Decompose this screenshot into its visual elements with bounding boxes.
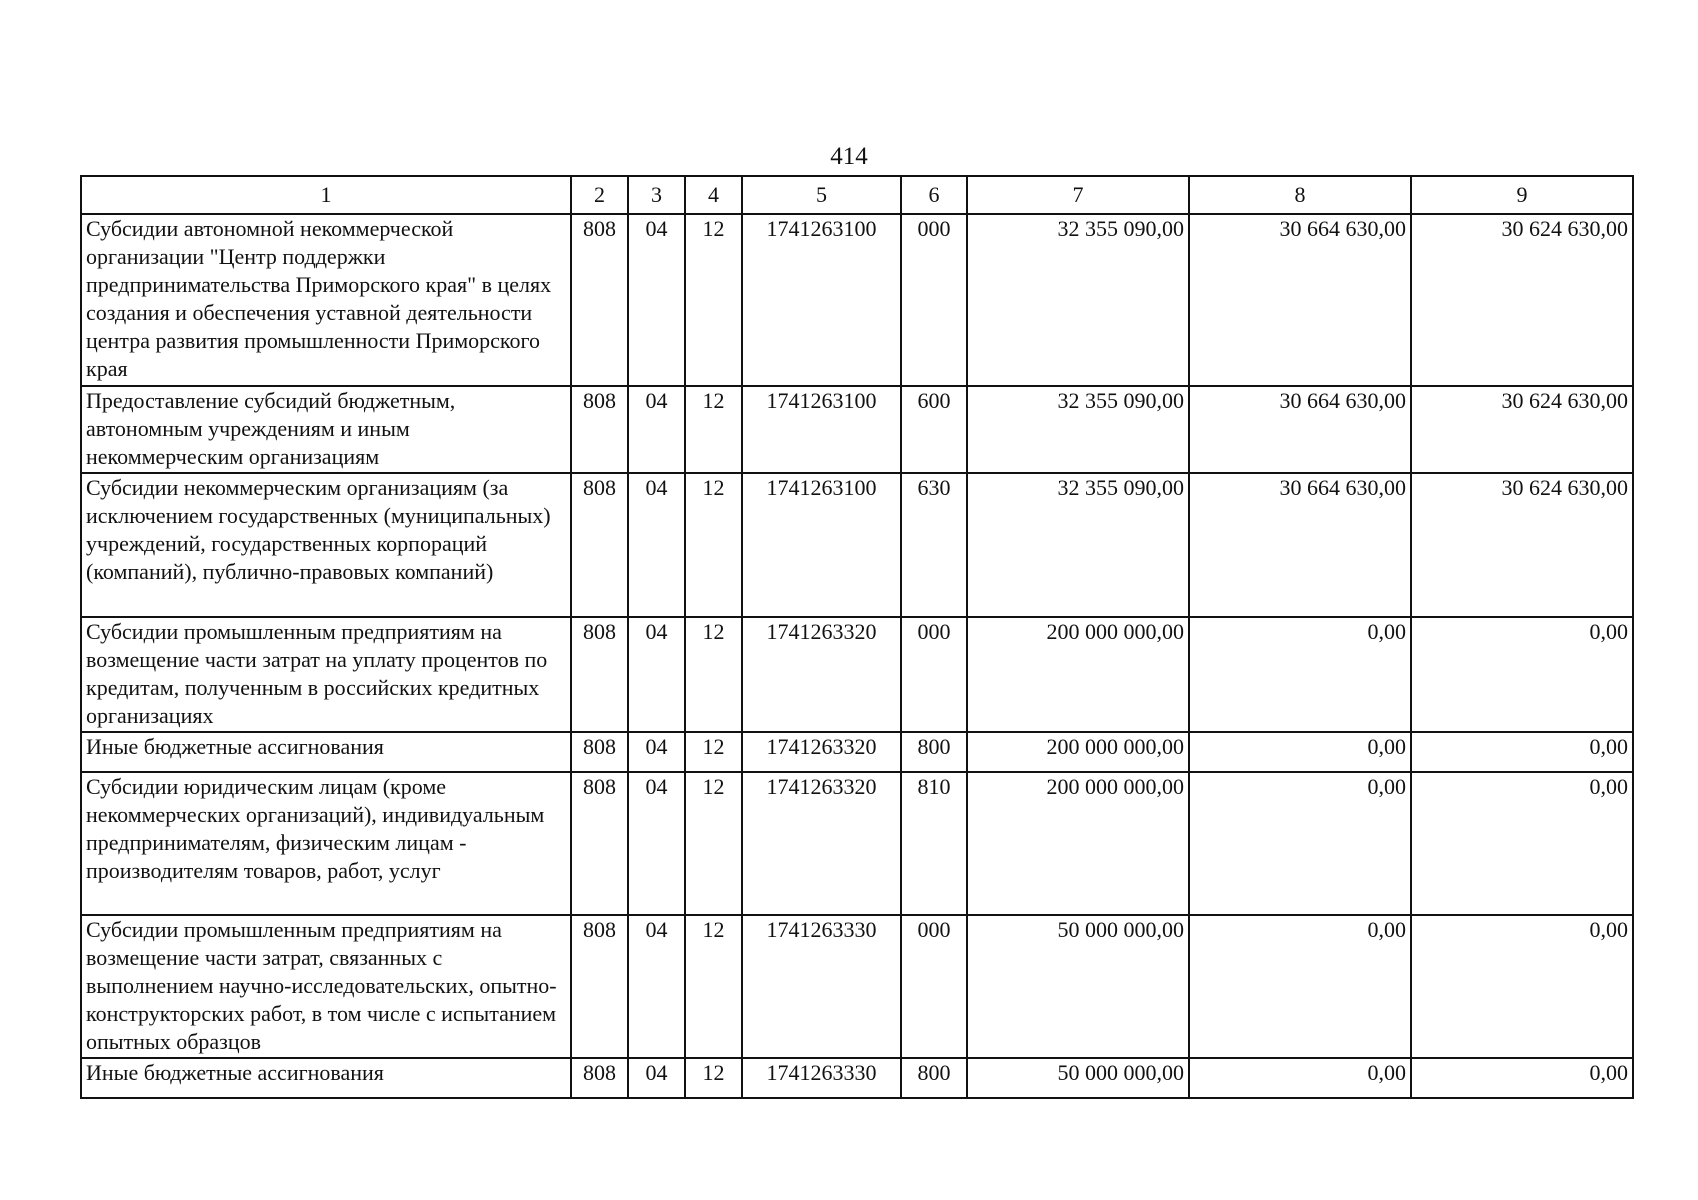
table-row	[81, 772, 1633, 915]
row-amount-9: 0,00	[1411, 732, 1633, 772]
table-row	[81, 1058, 1633, 1098]
row-code-2: 808	[571, 915, 628, 1058]
header-col-3: 3	[628, 176, 685, 214]
row-code-6: 630	[901, 473, 967, 617]
row-code-4: 12	[685, 386, 742, 473]
row-code-5: 1741263100	[742, 473, 901, 617]
row-code-5: 1741263320	[742, 732, 901, 772]
row-code-2: 808	[571, 772, 628, 915]
row-amount-9: 0,00	[1411, 1058, 1633, 1098]
header-col-6: 6	[901, 176, 967, 214]
table-row	[81, 915, 1633, 1058]
table-row	[81, 386, 1633, 473]
page-number: 414	[830, 143, 868, 170]
row-code-4: 12	[685, 915, 742, 1058]
row-amount-8: 30 664 630,00	[1189, 214, 1411, 386]
budget-table	[80, 175, 1634, 1099]
row-code-5: 1741263330	[742, 915, 901, 1058]
row-amount-8: 0,00	[1189, 915, 1411, 1058]
row-amount-7: 32 355 090,00	[967, 386, 1189, 473]
header-col-9: 9	[1411, 176, 1633, 214]
row-amount-7: 50 000 000,00	[967, 915, 1189, 1058]
row-code-5: 1741263330	[742, 1058, 901, 1098]
row-code-6: 810	[901, 772, 967, 915]
row-amount-8: 0,00	[1189, 617, 1411, 732]
row-code-5: 1741263320	[742, 617, 901, 732]
row-code-6: 800	[901, 1058, 967, 1098]
header-col-4: 4	[685, 176, 742, 214]
row-amount-7: 200 000 000,00	[967, 732, 1189, 772]
header-col-5: 5	[742, 176, 901, 214]
row-code-3: 04	[628, 386, 685, 473]
row-code-6: 000	[901, 915, 967, 1058]
row-code-2: 808	[571, 1058, 628, 1098]
row-code-4: 12	[685, 617, 742, 732]
row-code-6: 000	[901, 214, 967, 386]
row-code-4: 12	[685, 772, 742, 915]
row-code-2: 808	[571, 473, 628, 617]
row-code-6: 000	[901, 617, 967, 732]
row-amount-9: 0,00	[1411, 617, 1633, 732]
row-code-2: 808	[571, 214, 628, 386]
table-row	[81, 214, 1633, 386]
row-amount-8: 30 664 630,00	[1189, 473, 1411, 617]
row-code-3: 04	[628, 915, 685, 1058]
row-name: Субсидии некоммерческим организациям (за исключением государственных (муниципальных) учреждений, государственных корпораций (компаний), публично-правовых компаний)	[81, 473, 571, 617]
row-amount-9: 0,00	[1411, 915, 1633, 1058]
row-name: Субсидии автономной некоммерческой организации "Центр поддержки предпринимательства Приморского края" в целях создания и обеспечения уставной деятельности центра развития промышленности Приморского края	[81, 214, 571, 386]
row-amount-9: 30 624 630,00	[1411, 214, 1633, 386]
table-row	[81, 473, 1633, 617]
row-code-3: 04	[628, 772, 685, 915]
row-code-3: 04	[628, 214, 685, 386]
header-col-1: 1	[81, 176, 571, 214]
row-amount-7: 200 000 000,00	[967, 772, 1189, 915]
row-code-6: 800	[901, 732, 967, 772]
row-code-6: 600	[901, 386, 967, 473]
row-name: Предоставление субсидий бюджетным, автономным учреждениям и иным некоммерческим организациям	[81, 386, 571, 473]
row-code-4: 12	[685, 1058, 742, 1098]
row-amount-7: 32 355 090,00	[967, 473, 1189, 617]
row-amount-8: 0,00	[1189, 772, 1411, 915]
row-amount-7: 32 355 090,00	[967, 214, 1189, 386]
row-amount-8: 30 664 630,00	[1189, 386, 1411, 473]
row-amount-9: 30 624 630,00	[1411, 473, 1633, 617]
row-amount-7: 200 000 000,00	[967, 617, 1189, 732]
table-row	[81, 732, 1633, 772]
row-code-4: 12	[685, 473, 742, 617]
row-code-3: 04	[628, 473, 685, 617]
row-code-2: 808	[571, 732, 628, 772]
table-row	[81, 617, 1633, 732]
row-code-2: 808	[571, 617, 628, 732]
row-amount-7: 50 000 000,00	[967, 1058, 1189, 1098]
row-amount-9: 0,00	[1411, 772, 1633, 915]
row-amount-8: 0,00	[1189, 1058, 1411, 1098]
row-code-4: 12	[685, 732, 742, 772]
row-amount-8: 0,00	[1189, 732, 1411, 772]
header-col-7: 7	[967, 176, 1189, 214]
header-row	[81, 176, 1633, 214]
row-code-3: 04	[628, 617, 685, 732]
header-col-2: 2	[571, 176, 628, 214]
row-code-2: 808	[571, 386, 628, 473]
row-name: Субсидии юридическим лицам (кроме некоммерческих организаций), индивидуальным предпринимателям, физическим лицам - производителям товаров, работ, услуг	[81, 772, 571, 915]
row-name: Иные бюджетные ассигнования	[81, 1058, 571, 1098]
row-name: Субсидии промышленным предприятиям на возмещение части затрат на уплату процентов по кредитам, полученным в российских кредитных организациях	[81, 617, 571, 732]
row-name: Иные бюджетные ассигнования	[81, 732, 571, 772]
row-code-5: 1741263100	[742, 386, 901, 473]
row-code-5: 1741263320	[742, 772, 901, 915]
row-amount-9: 30 624 630,00	[1411, 386, 1633, 473]
row-code-4: 12	[685, 214, 742, 386]
row-name: Субсидии промышленным предприятиям на возмещение части затрат, связанных с выполнением научно-исследовательских, опытно-конструкторских работ, в том числе с испытанием опытных образцов	[81, 915, 571, 1058]
row-code-3: 04	[628, 1058, 685, 1098]
row-code-5: 1741263100	[742, 214, 901, 386]
row-code-3: 04	[628, 732, 685, 772]
header-col-8: 8	[1189, 176, 1411, 214]
